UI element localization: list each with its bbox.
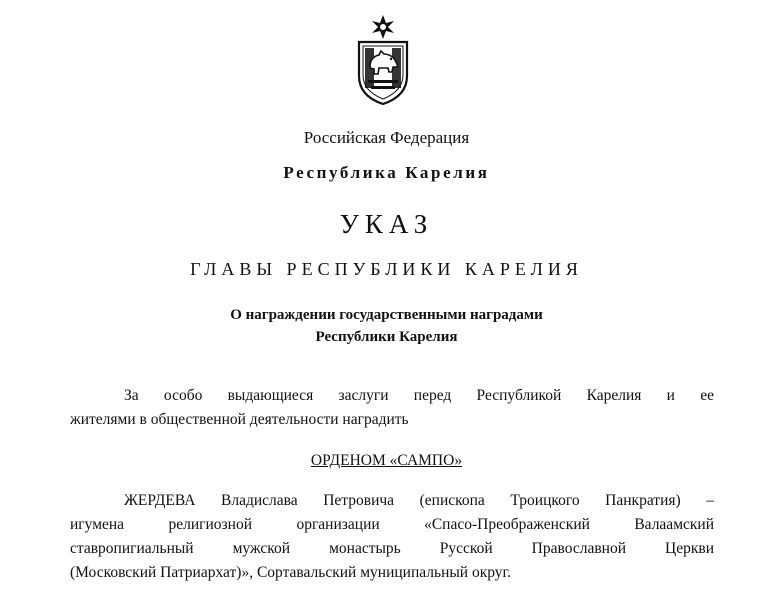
recipient-paragraph — [70, 489, 714, 585]
issuing-authority: ГЛАВЫ РЕСПУБЛИКИ КАРЕЛИЯ — [190, 259, 583, 279]
paragraph-line: жителями в общественной деятельности наградить — [70, 411, 409, 428]
intro-paragraph — [70, 384, 714, 432]
republic-name: Республика Карелия — [283, 163, 490, 182]
subject-line: О награждении государственными наградами — [230, 307, 543, 323]
paragraph-line: игумена религиозной организации «Спасо-Преображенский Валаамский — [70, 516, 714, 533]
paragraph-line: ЖЕРДЕВА Владислава Петровича (епископа Троицкого Панкратия) – — [124, 492, 714, 509]
paragraph-line: ставропигиальный мужской монастырь Русской Православной Церкви — [70, 540, 714, 557]
award-title: ОРДЕНОМ «САМПО» — [310, 452, 463, 469]
document-subject — [0, 304, 773, 348]
paragraph-line: (Московский Патриархат)», Сортавальский муниципальный округ. — [70, 564, 512, 581]
document-type: УКАЗ — [339, 209, 434, 239]
subject-line: Республики Карелия — [315, 329, 458, 345]
paragraph-line: За особо выдающиеся заслуги перед Республикой Карелия и ее — [124, 387, 714, 404]
country-name: Российская Федерация — [303, 128, 470, 147]
karelia-coat-of-arms-icon — [355, 14, 411, 106]
